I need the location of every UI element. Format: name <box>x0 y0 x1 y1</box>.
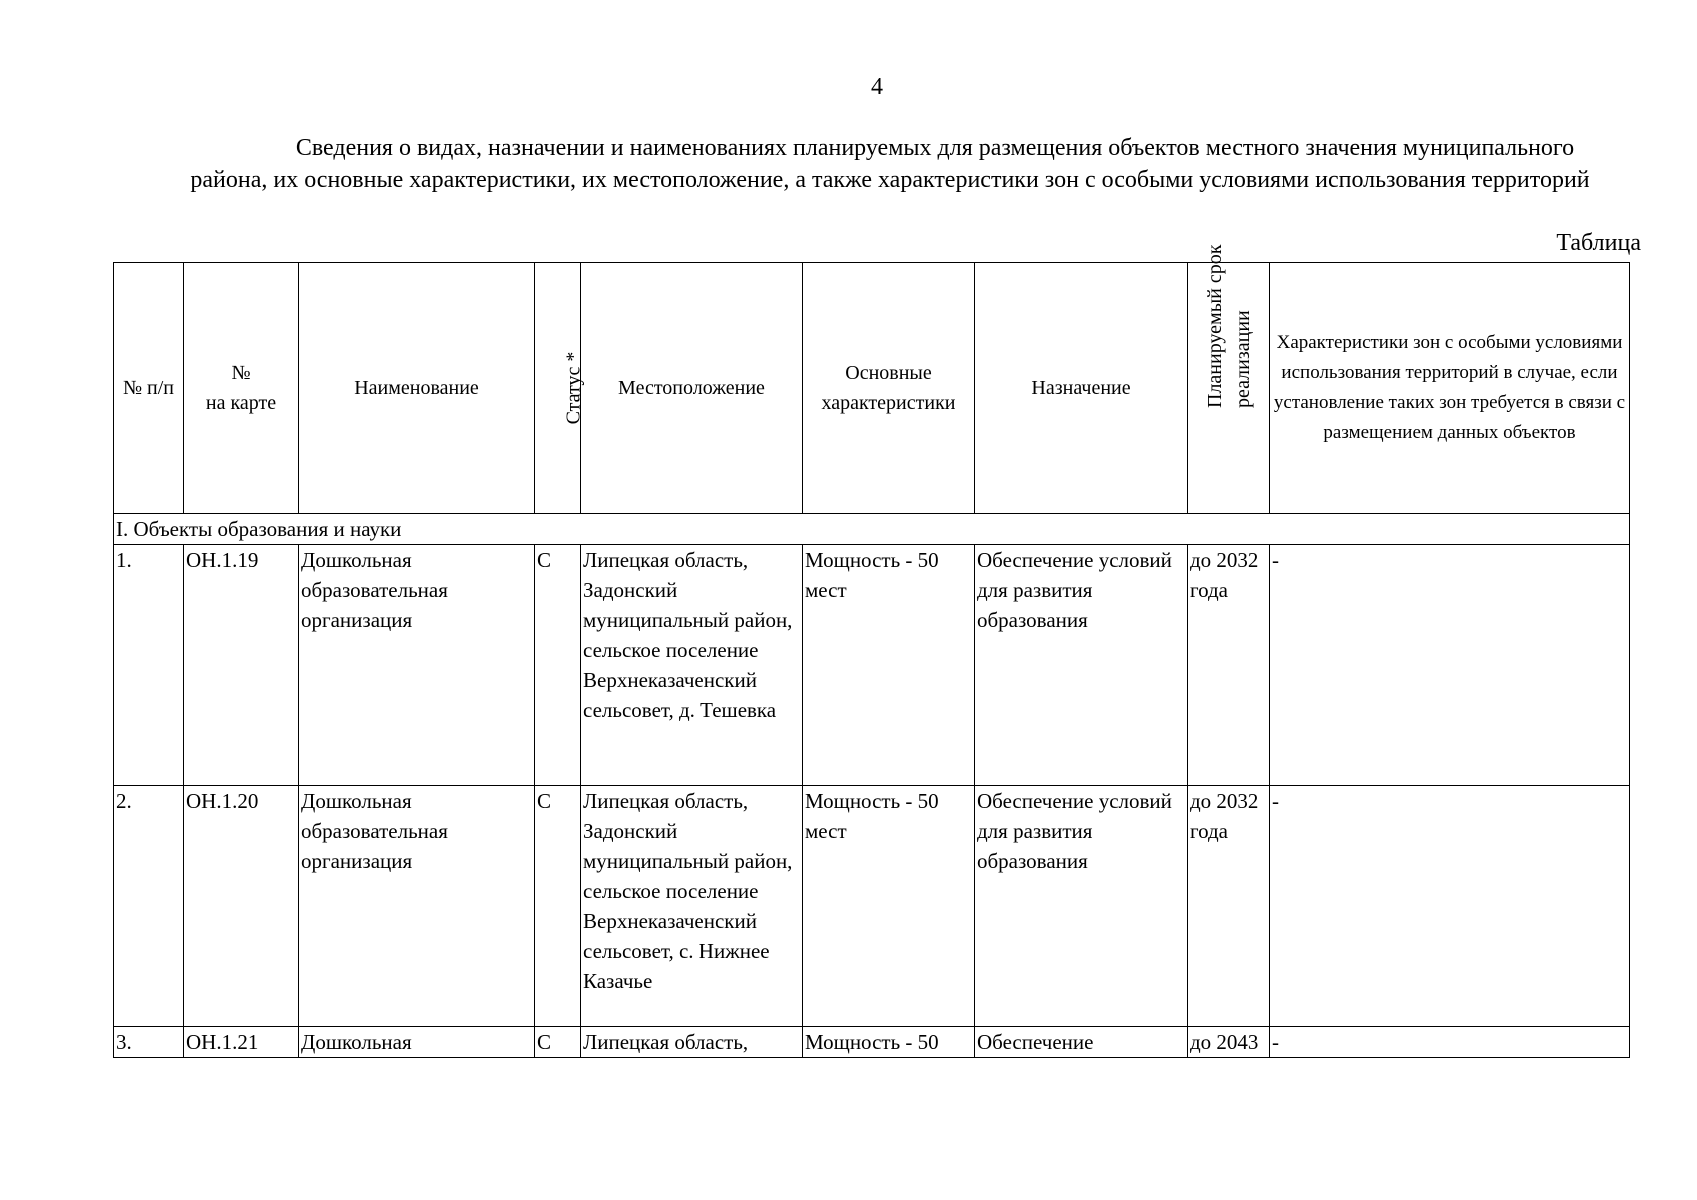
header-term-text <box>1201 244 1257 408</box>
header-num: № п/п <box>114 263 184 514</box>
cell-characteristics: Мощность - 50 мест <box>803 545 975 786</box>
cell-location: Липецкая область, Задонский муниципальный район, сельское поселение Верхнеказаченский сельсовет, с. Нижнее Казачье <box>581 786 803 1027</box>
cell-name: Дошкольная <box>299 1027 535 1058</box>
cell-status: С <box>535 786 581 1027</box>
document-title <box>175 132 1605 196</box>
cell-map: ОН.1.21 <box>184 1027 299 1058</box>
header-status-text: Статус * <box>562 351 585 425</box>
table-row <box>114 545 1630 786</box>
header-zones: Характеристики зон с особыми условиями использования территорий в случае, если установление таких зон требуется в связи с размещением данных объектов <box>1270 263 1630 514</box>
page-number: 4 <box>871 74 883 100</box>
cell-status: С <box>535 545 581 786</box>
cell-zones: - <box>1270 1027 1630 1058</box>
objects-table <box>113 244 1630 1058</box>
section-title: I. Объекты образования и науки <box>114 514 1630 545</box>
header-name: Наименование <box>299 263 535 514</box>
section-row <box>114 514 1630 545</box>
header-characteristics: Основные характеристики <box>803 263 975 514</box>
cell-characteristics: Мощность - 50 мест <box>803 786 975 1027</box>
header-term <box>1188 244 1270 514</box>
cell-location: Липецкая область, Задонский муниципальный район, сельское поселение Верхнеказаченский сельсовет, д. Тешевка <box>581 545 803 786</box>
table-row <box>114 1027 1630 1058</box>
header-row <box>114 263 1630 514</box>
table-label: Таблица <box>1556 230 1641 256</box>
cell-status: С <box>535 1027 581 1058</box>
header-status <box>535 263 585 514</box>
cell-map: ОН.1.20 <box>184 786 299 1027</box>
header-map-num-line1: № <box>231 362 251 384</box>
cell-location: Липецкая область, <box>581 1027 803 1058</box>
cell-term: до 2032 года <box>1188 786 1270 1027</box>
title-line-1: Сведения о видах, назначении и наименованиях планируемых для размещения объектов местного значения <box>295 135 1397 161</box>
header-term-line1: Планируемый срок <box>1203 244 1226 408</box>
cell-term: до 2032 года <box>1188 545 1270 786</box>
cell-term: до 2043 <box>1188 1027 1270 1058</box>
cell-zones: - <box>1270 545 1630 786</box>
cell-name: Дошкольная образовательная организация <box>299 545 535 786</box>
cell-characteristics: Мощность - 50 <box>803 1027 975 1058</box>
cell-purpose: Обеспечение условий для развития образования <box>975 786 1188 1027</box>
cell-purpose: Обеспечение условий для развития образования <box>975 545 1188 786</box>
header-term-line2: реализации <box>1231 309 1254 408</box>
title-line-rest: муниципального района, их основные характеристики, их местоположение, а также характеристики зон с особыми условиями использования территорий <box>190 135 1590 193</box>
table-row <box>114 786 1630 1027</box>
cell-map: ОН.1.19 <box>184 545 299 786</box>
cell-num: 2. <box>114 786 184 1027</box>
header-location: Местоположение <box>581 263 803 514</box>
header-purpose: Назначение <box>975 263 1188 514</box>
cell-purpose: Обеспечение <box>975 1027 1188 1058</box>
header-map-num-line2: на карте <box>205 392 277 414</box>
header-map-num <box>184 263 299 514</box>
cell-num: 1. <box>114 545 184 786</box>
cell-num: 3. <box>114 1027 184 1058</box>
cell-zones: - <box>1270 786 1630 1027</box>
cell-name: Дошкольная образовательная организация <box>299 786 535 1027</box>
